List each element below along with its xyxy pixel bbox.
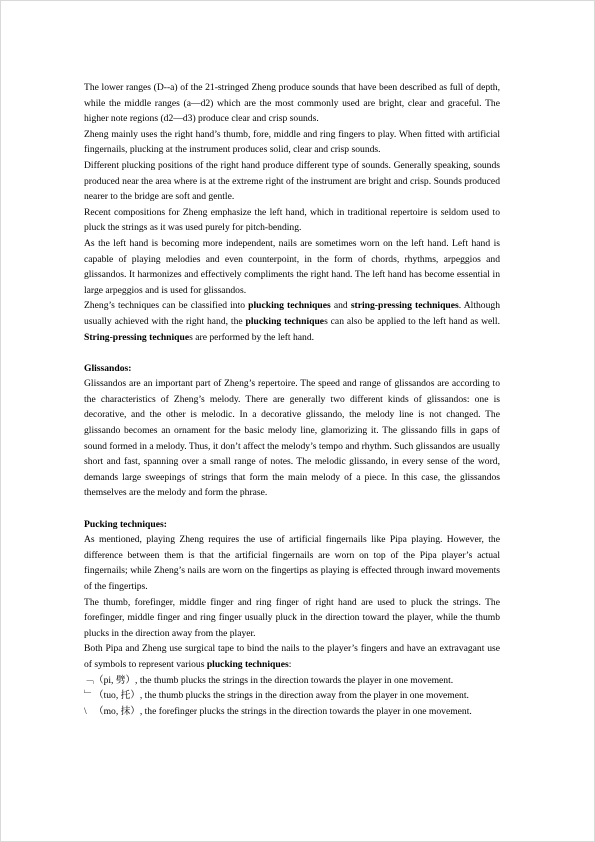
technique-item-tuo: ﹂（tuo, 托）, the thumb plucks the strings in the direction away from the player in one movement. <box>84 688 500 704</box>
paragraph-plucking-positions: Different plucking positions of the right hand produce different type of sounds. Generally speaking, sounds produced near the area where is at the extreme right of the instrument are bright and crisp. Sounds produced nearer to the bridge are soft and gentle. <box>84 159 500 203</box>
paragraph-right-hand: Zheng mainly uses the right hand’s thumb, fore, middle and ring fingers to play. When fitted with artificial fingernails, plucking at the instrument produces solid, clear and crisp sounds. <box>84 128 500 156</box>
document-body <box>84 80 500 719</box>
pi-symbol-icon: ﹁ <box>84 674 94 686</box>
paragraph-symbols: Both Pipa and Zheng use surgical tape to bind the nails to the player’s fingers and have an extravagant use of symbols to represent various plucking techniques: <box>84 643 500 670</box>
paragraph-left-hand-independence: As the left hand is becoming more independent, nails are sometimes worn on the left hand. Left hand is capable of playing melodies and even counterpoint, in the form of chords, rhythms, arpeggios and glissandos. It harmonizes and effectively compliments the right hand. The left hand has become essential in large arpeggios and is used for glissandos. <box>84 237 500 296</box>
paragraph-glissandos: Glissandos are an important part of Zheng’s repertoire. The speed and range of glissandos are according to the characteristics of Zheng’s melody. There are generally two different kinds of glissandos: one is decorative, and the other is melodic. In a decorative glissando, the melody line is not changed. The glissando becomes an ornament for the basic melody line, glamorizing it. The glissando fills in gaps of sound formed in a melody. Thus, it don’t affect the melody’s tempo and rhythm. Such glissandos are usually short and fast, spanning over a small range of notes. The melodic glissando, in every sense of the word, demands large sweepings of strings that form the main melody of a piece. In this case, the glissandos themselves are the melody and form the phrase. <box>84 378 500 499</box>
paragraph-fingernails: As mentioned, playing Zheng requires the use of artificial fingernails like Pipa playing. However, the difference between them is that the artificial fingernails are worn on top of the Pipa player’s actual fingernails; while Zheng’s nails are worn on the fingertips as playing is effected through inward movements of the fingertips. <box>84 534 500 592</box>
technique-item-pi: ﹁（pi, 劈）, the thumb plucks the strings in the direction towards the player in one movement. <box>84 673 500 689</box>
tuo-symbol-icon: ﹂ <box>84 690 94 702</box>
section-gap <box>84 501 500 517</box>
paragraph-left-hand-compositions: Recent compositions for Zheng emphasize the left hand, which in traditional repertoire is seldom used to pluck the strings as it was used purely for pitch-bending. <box>84 206 500 234</box>
paragraph-ranges: The lower ranges (D--a) of the 21-stringed Zheng produce sounds that have been described as full of depth, while the middle ranges (a—d2) which are the most commonly used are bright, clear and graceful. The higher note regions (d2—d3) produce clear and crisp sounds. <box>84 82 500 125</box>
heading-glissandos: Glissandos: <box>84 362 132 374</box>
heading-plucking-techniques: Pucking techniques: <box>84 518 167 530</box>
paragraph-fingers: The thumb, forefinger, middle finger and ring finger of right hand are used to pluck the strings. The forefinger, middle finger and ring finger usually pluck in the direction toward the player, while the thumb plucks in the direction away from the player. <box>84 596 500 639</box>
technique-item-mo: \ （mo, 抹）, the forefinger plucks the strings in the direction towards the player in one movement. <box>84 704 500 720</box>
mo-symbol-icon: \ <box>84 705 87 717</box>
paragraph-technique-classification: Zheng’s techniques can be classified into plucking techniques and string-pressing techniques. Although usually achieved with the right hand, the plucking techniques can also be applied to the left hand as well. String-pressing techniques are performed by the left hand. <box>84 300 500 343</box>
section-gap <box>84 345 500 361</box>
